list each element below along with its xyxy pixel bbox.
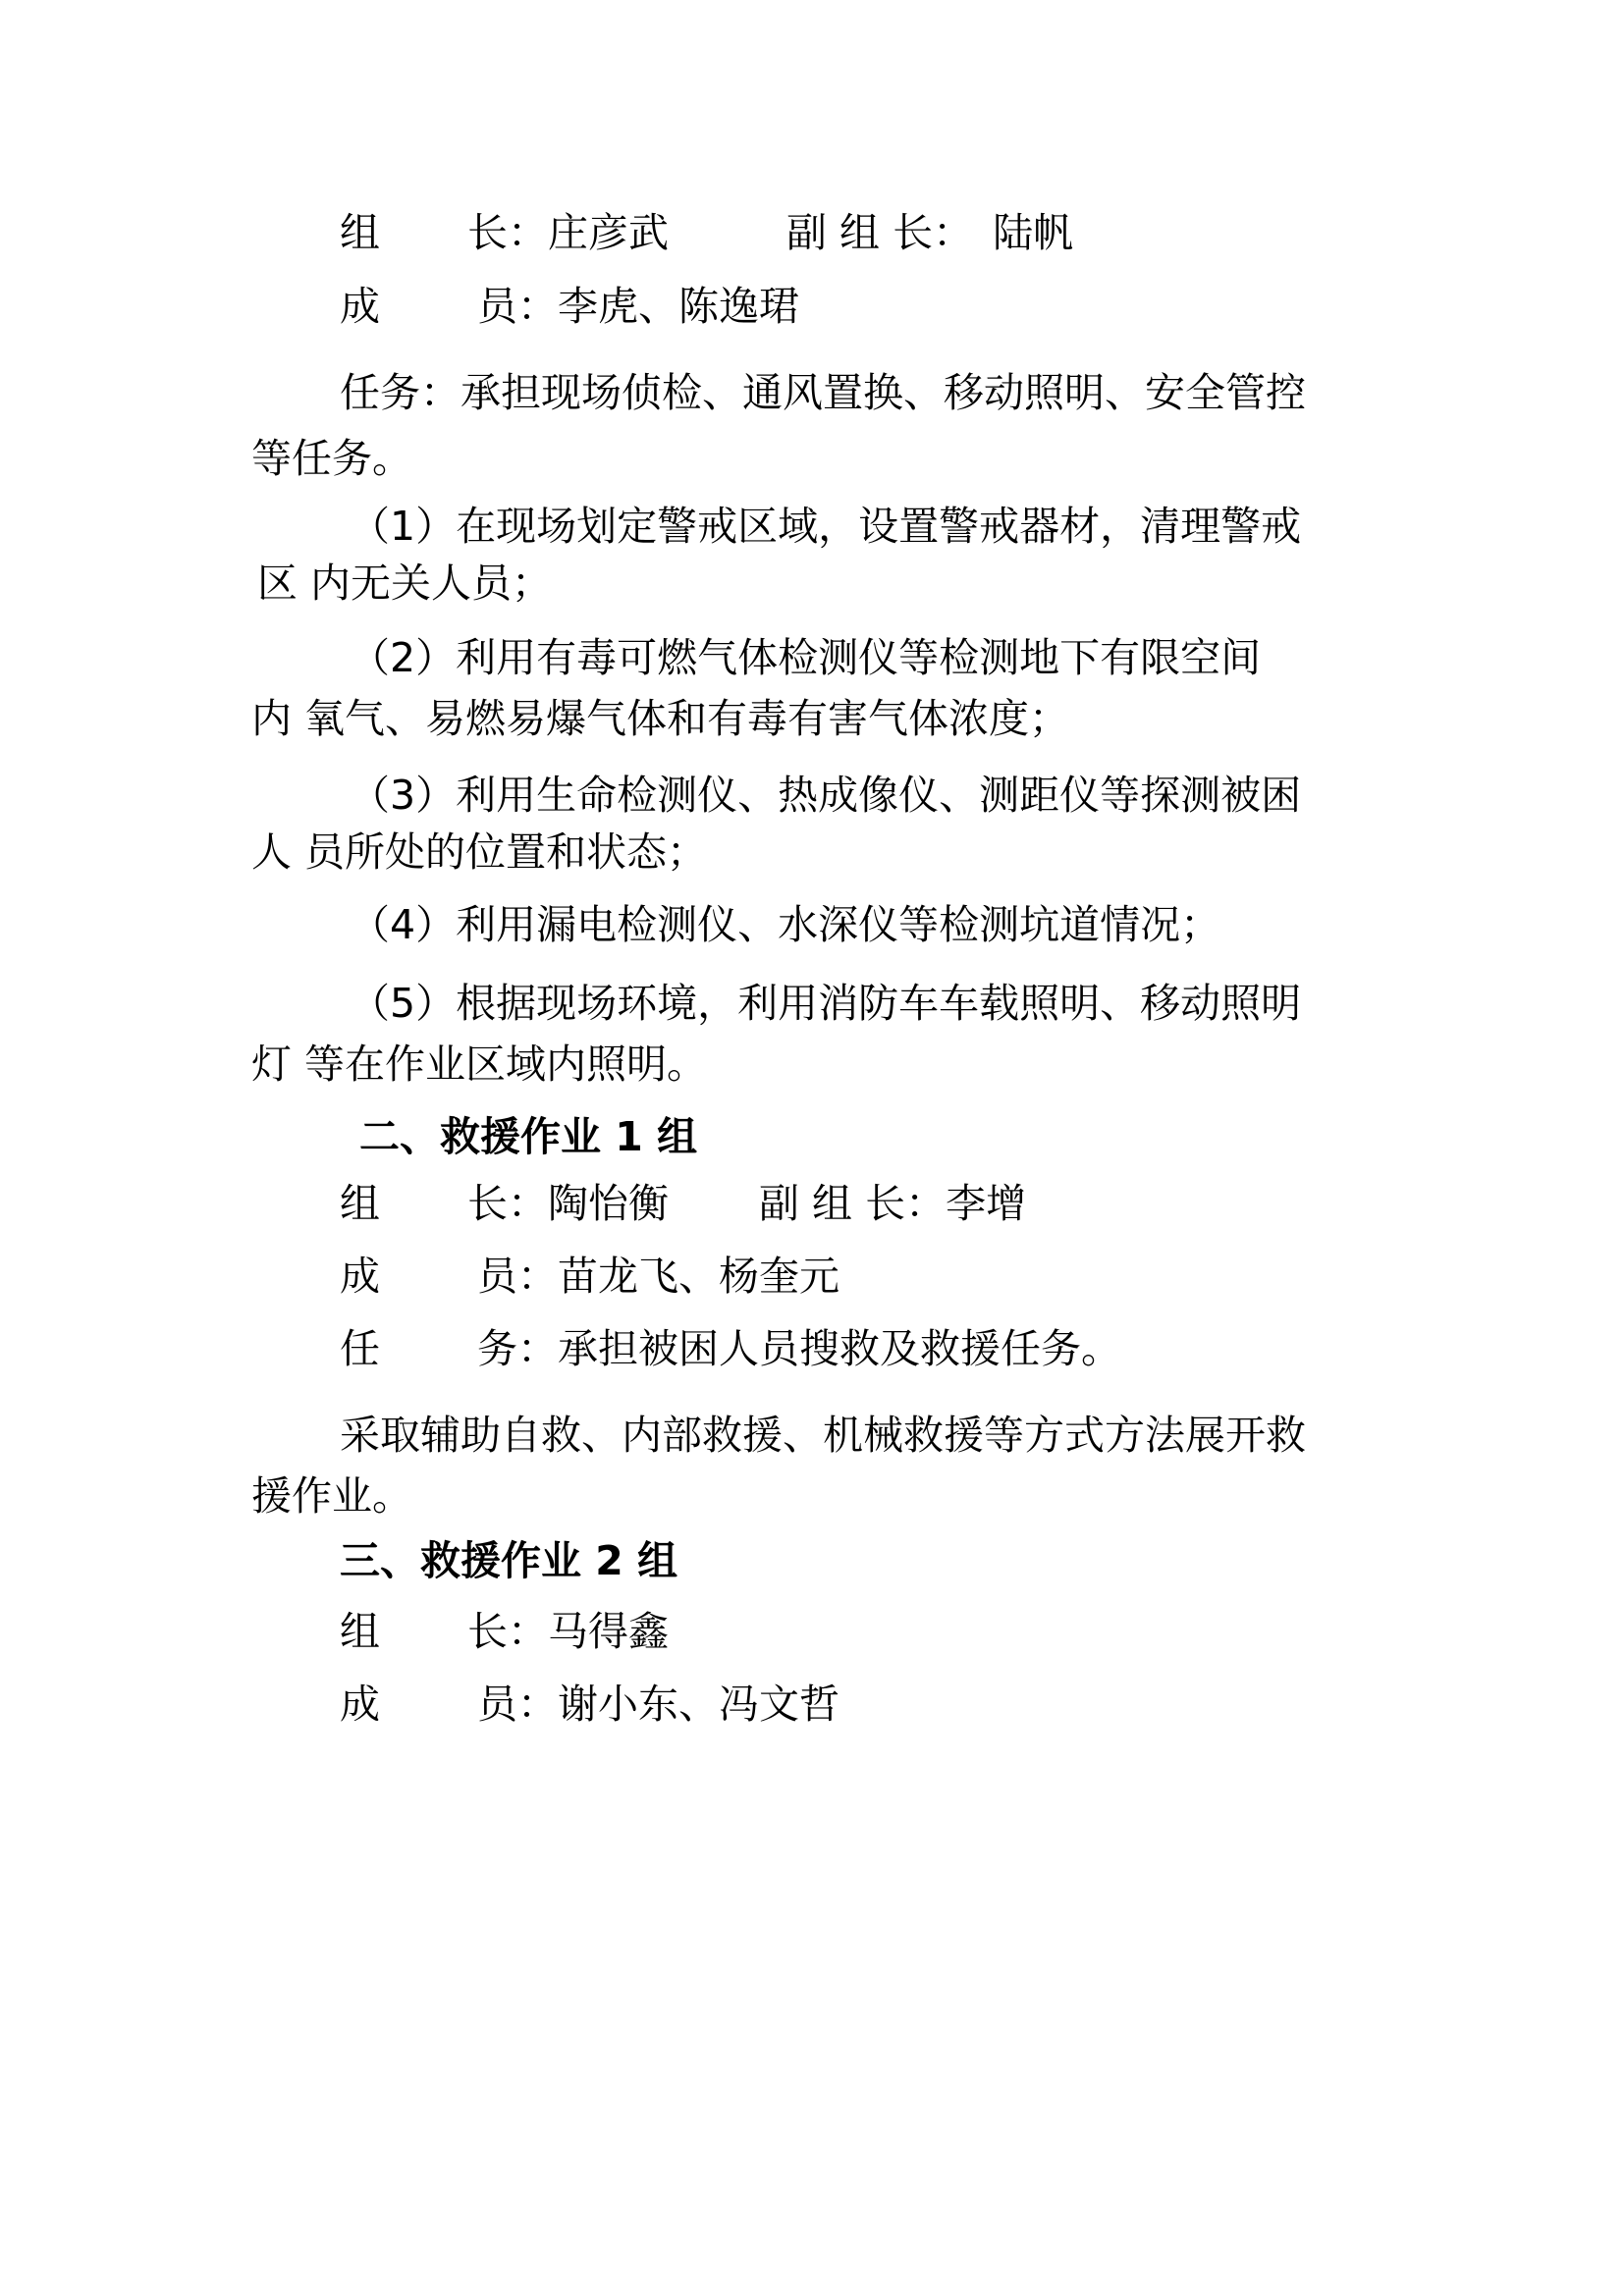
leader-label-char2: 长： [467, 209, 548, 256]
section3-leader-row [340, 1602, 669, 1661]
member-label-char2: 员： [477, 1253, 558, 1300]
leader-label-char1: 组 [340, 209, 380, 256]
deputy-label: 副 组 长： [759, 1180, 947, 1227]
leader-name: 马得鑫 [548, 1608, 669, 1655]
leader-label-char1: 组 [340, 1608, 380, 1655]
section2-member-row [340, 1247, 839, 1306]
member-label-char1: 成 [340, 1681, 380, 1728]
leader-name: 庄彦武 [548, 209, 669, 256]
section3-member-row [340, 1675, 839, 1734]
item-5-line-2: 灯 等在作业区域内照明。 [251, 1041, 708, 1088]
leader-label-char1: 组 [340, 1180, 380, 1227]
deputy-name: 陆帆 [993, 209, 1074, 256]
member-label-char1: 成 [340, 283, 380, 330]
section-2-heading: 二、救援作业 1 组 [359, 1113, 698, 1160]
item-1-line-2: 区 内无关人员； [257, 560, 553, 607]
leader-label-char2: 长： [467, 1180, 548, 1227]
section2-desc-line-1: 采取辅助自救、内部救援、机械救援等方式方法展开救 [340, 1412, 1306, 1459]
deputy-name: 李增 [946, 1180, 1027, 1227]
item-1-line-1: （1）在现场划定警戒区域，设置警戒器材，清理警戒 [350, 503, 1302, 550]
member-names: 谢小东、冯文哲 [558, 1681, 839, 1728]
leader-label-char2: 长： [467, 1608, 548, 1655]
leader-name: 陶怡衡 [548, 1180, 669, 1227]
item-4-line-1: （4）利用漏电检测仪、水深仪等检测坑道情况； [350, 901, 1221, 948]
section2-desc-line-2: 援作业。 [251, 1472, 412, 1520]
task-text: 承担被困人员搜救及救援任务。 [558, 1325, 1121, 1372]
member-label-char1: 成 [340, 1253, 380, 1300]
group1-member-row [340, 277, 799, 336]
deputy-label: 副 组 长： [786, 209, 974, 256]
member-names: 苗龙飞、杨奎元 [558, 1253, 839, 1300]
item-2-line-1: （2）利用有毒可燃气体检测仪等检测地下有限空间 [350, 634, 1262, 681]
member-names: 李虎、陈逸珺 [558, 283, 799, 330]
section2-leader-row [340, 1174, 1026, 1233]
task-line-1: 任务：承担现场侦检、通风置换、移动照明、安全管控 [340, 369, 1306, 416]
task-line-2: 等任务。 [251, 435, 412, 482]
group1-leader-row [340, 203, 1073, 262]
section2-task-row [340, 1319, 1121, 1378]
item-2-line-2: 内 氧气、易燃易爆气体和有毒有害气体浓度； [251, 695, 1070, 742]
item-3-line-1: （3）利用生命检测仪、热成像仪、测距仪等探测被困 [350, 772, 1302, 819]
item-3-line-2: 人 员所处的位置和状态； [251, 828, 708, 876]
task-label-char1: 任 [340, 1325, 380, 1372]
item-5-line-1: （5）根据现场环境，利用消防车车载照明、移动照明 [350, 980, 1302, 1027]
member-label-char2: 员： [477, 1681, 558, 1728]
member-label-char2: 员： [477, 283, 558, 330]
section-3-heading: 三、救援作业 2 组 [340, 1537, 678, 1584]
task-label-char2: 务： [477, 1325, 558, 1372]
